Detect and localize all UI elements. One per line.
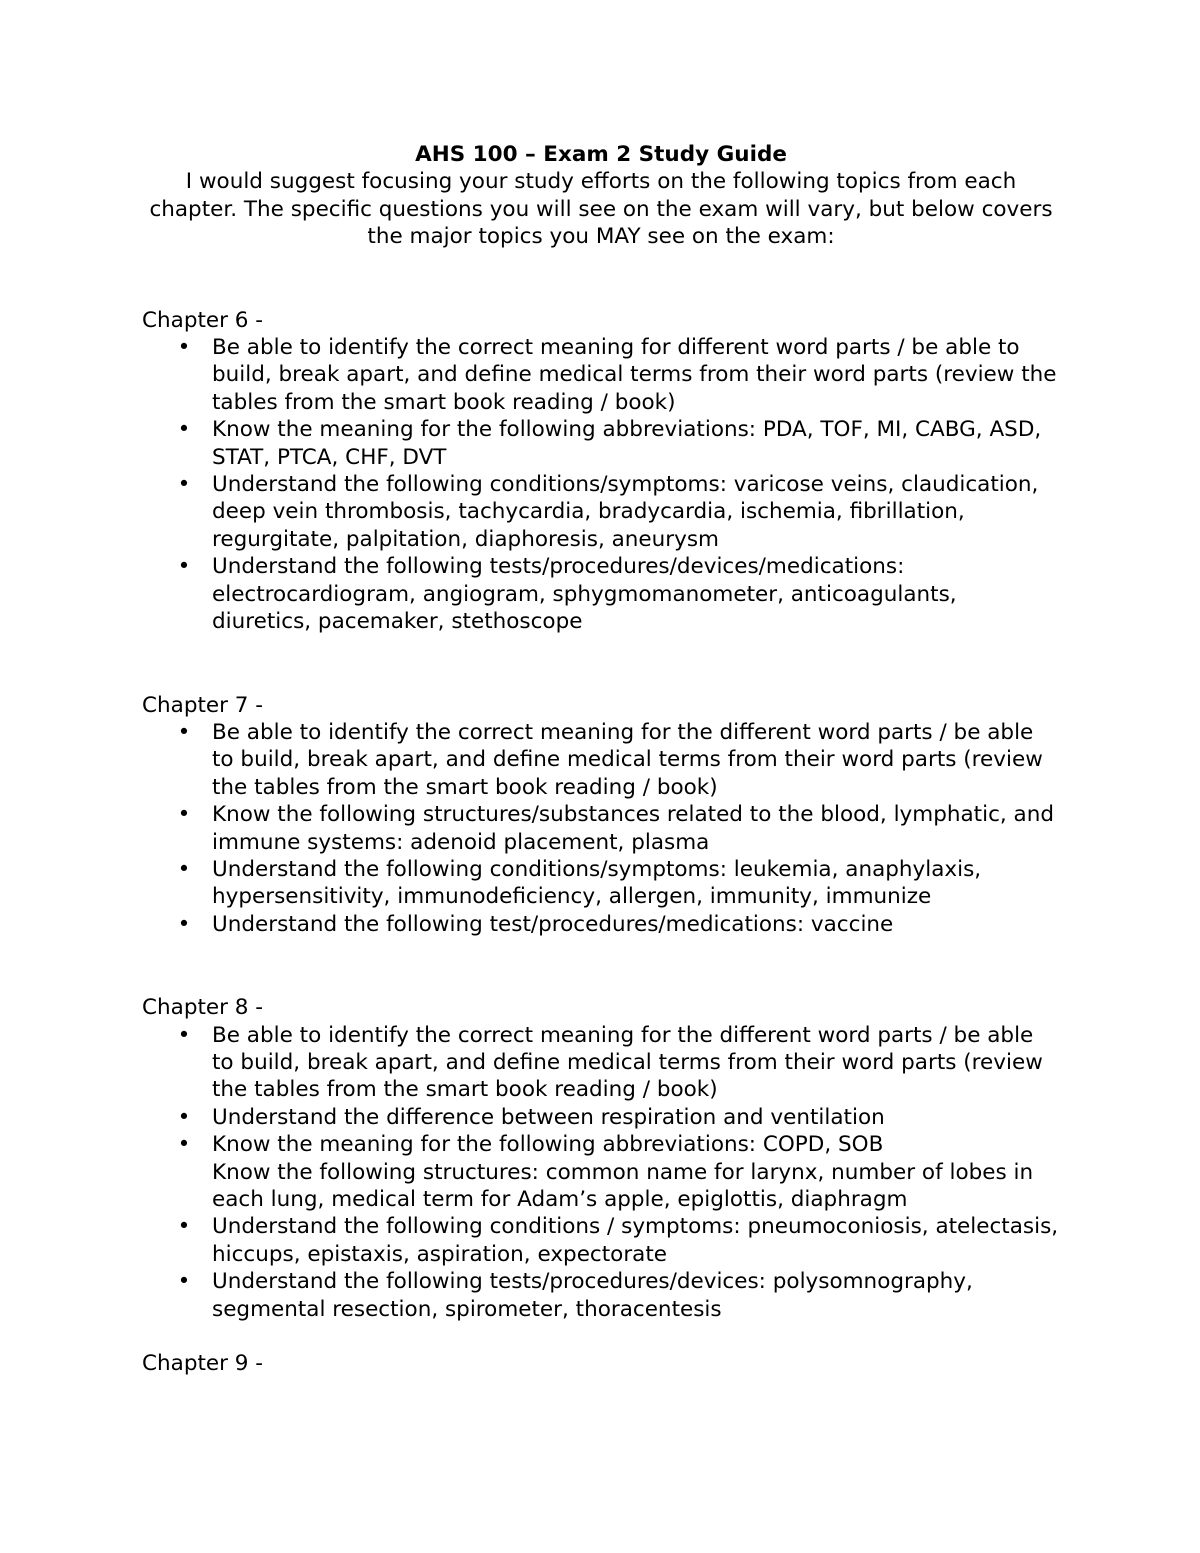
document-intro: I would suggest focusing your study efforts on the following topics from each chapter. The specific questions you will see on the exam will vary, but below covers the major topics you MAY see on the exam: xyxy=(149,169,1053,250)
list-item-text: Understand the following conditions / symptoms: pneumoconiosis, atelectasis, hiccups, epistaxis, aspiration, expectorate xyxy=(212,1214,1059,1267)
bullet-icon: • xyxy=(177,1269,191,1295)
list-item xyxy=(142,1022,1060,1104)
list-item xyxy=(142,856,1060,911)
chapter-7-section xyxy=(142,692,1060,939)
chapter-heading: Chapter 9 - xyxy=(142,1351,264,1377)
topic-list xyxy=(142,719,1060,938)
bullet-icon: • xyxy=(177,802,191,828)
list-item xyxy=(142,911,1060,938)
list-item xyxy=(142,471,1060,553)
topic-list xyxy=(142,1022,1060,1323)
bullet-icon: • xyxy=(177,554,191,580)
chapter-8-section xyxy=(142,994,1060,1323)
spacer xyxy=(142,1323,1060,1350)
list-item xyxy=(142,1213,1060,1268)
bullet-icon: • xyxy=(177,1104,191,1130)
list-item-text: Be able to identify the correct meaning for the different word parts / be able to build, break apart, and define medical terms from their word parts (review the tables from the smart book reading / book) xyxy=(212,1022,1043,1103)
list-item xyxy=(142,719,1060,801)
list-item-continuation: Know the following structures: common name for larynx, number of lobes in each lung, medical term for Adam’s apple, epiglottis, diaphragm xyxy=(212,1159,1034,1212)
list-item-text: Know the meaning for the following abbreviations: PDA, TOF, MI, CABG, ASD, STAT, PTCA, CHF, DVT xyxy=(212,417,1042,470)
topic-list xyxy=(142,334,1060,635)
list-item-text: Know the following structures/substances related to the blood, lymphatic, and immune systems: adenoid placement, plasma xyxy=(212,802,1055,855)
bullet-icon: • xyxy=(177,911,191,937)
chapter-6-section xyxy=(142,307,1060,636)
list-item xyxy=(142,553,1060,635)
bullet-icon: • xyxy=(177,856,191,882)
list-item-text: Understand the following test/procedures/medications: vaccine xyxy=(212,911,894,937)
list-item xyxy=(142,801,1060,856)
list-item xyxy=(142,1104,1060,1131)
spacer xyxy=(142,251,1060,307)
list-item-text: Be able to identify the correct meaning for different word parts / be able to build, break apart, and define medical terms from their word parts (review the tables from the smart book reading / book) xyxy=(212,335,1057,415)
chapter-heading: Chapter 8 - xyxy=(142,995,264,1021)
document-title: AHS 100 – Exam 2 Study Guide xyxy=(415,142,787,167)
bullet-icon: • xyxy=(177,1214,191,1240)
chapter-heading: Chapter 7 - xyxy=(142,692,264,718)
list-item-text: Understand the difference between respiration and ventilation xyxy=(212,1104,885,1130)
list-item-text: Understand the following conditions/symptoms: leukemia, anaphylaxis, hypersensitivity, immunodeficiency, allergen, immunity, immunize xyxy=(212,856,982,910)
list-item xyxy=(142,1131,1060,1213)
bullet-icon: • xyxy=(177,719,191,745)
bullet-icon: • xyxy=(177,1132,191,1158)
bullet-icon: • xyxy=(177,1022,191,1048)
list-item-text: Understand the following tests/procedures/devices: polysomnography, segmental resection, spirometer, thoracentesis xyxy=(212,1269,973,1322)
list-item-text: Know the meaning for the following abbreviations: COPD, SOB xyxy=(212,1132,884,1158)
bullet-icon: • xyxy=(177,335,191,361)
list-item-text: Understand the following conditions/symptoms: varicose veins, claudication, deep vein thrombosis, tachycardia, bradycardia, ischemia, fibrillation, regurgitate, palpitation, diaphoresis, aneurysm xyxy=(212,472,1039,552)
list-item-text: Be able to identify the correct meaning for the different word parts / be able to build, break apart, and define medical terms from their word parts (review the tables from the smart book reading / book) xyxy=(212,719,1043,800)
chapter-9-section xyxy=(142,1350,1060,1377)
document-page xyxy=(142,141,1060,1377)
list-item xyxy=(142,1268,1060,1323)
list-item-text: Understand the following tests/procedures/devices/medications: electrocardiogram, angiogram, sphygmomanometer, anticoagulants, diuretics, pacemaker, stethoscope xyxy=(212,554,957,635)
list-item xyxy=(142,416,1060,471)
bullet-icon: • xyxy=(177,417,191,443)
spacer xyxy=(142,636,1060,692)
bullet-icon: • xyxy=(177,472,191,498)
list-item xyxy=(142,334,1060,416)
chapter-heading: Chapter 6 - xyxy=(142,307,264,333)
spacer xyxy=(142,938,1060,994)
